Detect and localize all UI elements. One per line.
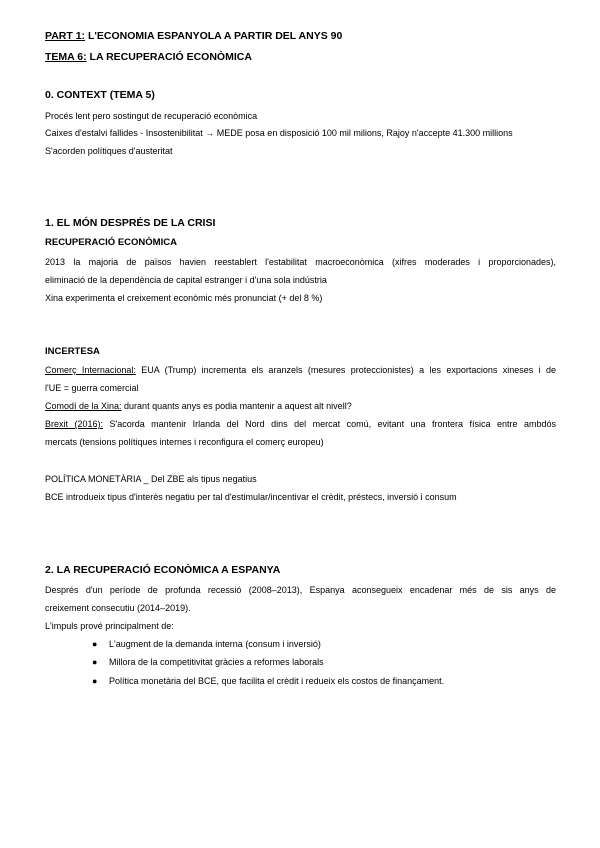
comodi-label: Comodí de la Xina: — [45, 401, 122, 411]
part-title: L'ECONOMIA ESPANYOLA A PARTIR DEL ANYS 90 — [85, 30, 343, 42]
bullet-icon: ● — [92, 657, 98, 667]
incertesa-heading: INCERTESA — [45, 346, 100, 357]
tema-title: LA RECUPERACIÓ ECONÒMICA — [86, 51, 252, 63]
part-heading — [45, 29, 342, 43]
section2-para-line-2: creixement consecutiu (2014–2019). — [45, 603, 191, 613]
brexit-label: Brexit (2016): — [45, 419, 103, 429]
section2-title: 2. LA RECUPERACIÓ ECONÒMICA A ESPANYA — [45, 564, 281, 576]
comodi-line — [45, 400, 352, 412]
section0-line-1: Procés lent pero sostingut de recuperació econòmica — [45, 111, 258, 121]
bullet-text-2: Millora de la competitivitat gràcies a reformes laborals — [109, 657, 324, 667]
section0-line-2: Caixes d'estalvi fallides - Insostenibilitat → MEDE posa en disposició 100 mil milions, Rajoy n'accepte 41.300 millions — [45, 128, 513, 138]
section0-line-3: S'acorden polítiques d'austeritat — [45, 146, 173, 156]
bullet-text-1: L'augment de la demanda interna (consum i inversió) — [109, 639, 321, 649]
recuperacio-para-line-1: 2013 la majoria de països havien reestablert l'estabilitat macroeconòmica (xifres moderades i proporcionades), — [45, 257, 556, 267]
recuperacio-para-line-2: eliminació de la dependència de capital estranger i d'una sola indústria — [45, 275, 327, 285]
brexit-line-1 — [45, 418, 556, 430]
comerc-line-2: l'UE = guerra comercial — [45, 383, 139, 393]
comerc-label: Comerç Internacional: — [45, 365, 136, 375]
monetaria-heading: POLÍTICA MONETÀRIA _ Del ZBE als tipus negatius — [45, 474, 257, 484]
bullet-icon: ● — [92, 639, 98, 649]
monetaria-text: BCE introdueix tipus d'interès negatiu per tal d'estimular/incentivar el crèdit, préstecs, inversió i consum — [45, 492, 457, 502]
tema-heading — [45, 50, 252, 64]
brexit-line-2: mercats (tensions polítiques internes i reconfigura el comerç europeu) — [45, 437, 324, 447]
bullet-icon: ● — [92, 676, 98, 686]
recuperacio-heading: RECUPERACIÓ ECONÒMICA — [45, 237, 177, 248]
brexit-text: S'acorda mantenir Irlanda del Nord dins del mercat comú, evitant una frontera física entre ambdós — [103, 419, 556, 429]
bullet-text-3: Política monetària del BCE, que facilita el crèdit i redueix els costos de finançament. — [109, 676, 445, 686]
section2-para-line-1: Després d'un període de profunda recessió (2008–2013), Espanya aconsegueix encadenar més de sis anys de — [45, 585, 556, 595]
comodi-text: durant quants anys es podia mantenir a aquest alt nivell? — [121, 401, 352, 411]
part-label: PART 1: — [45, 30, 86, 42]
tema-label: TEMA 6: — [45, 51, 87, 63]
comerc-text: EUA (Trump) incrementa els aranzels (mesures proteccionistes) a les exportacions xineses i de — [135, 365, 556, 375]
xina-line: Xina experimenta el creixement econòmic més pronunciat (+ del 8 %) — [45, 293, 323, 303]
section0-title: 0. CONTEXT (TEMA 5) — [45, 89, 155, 101]
impuls-line: L'impuls prové principalment de: — [45, 621, 174, 631]
comerc-line-1 — [45, 364, 556, 376]
section1-title: 1. EL MÓN DESPRÉS DE LA CRISI — [45, 217, 216, 229]
